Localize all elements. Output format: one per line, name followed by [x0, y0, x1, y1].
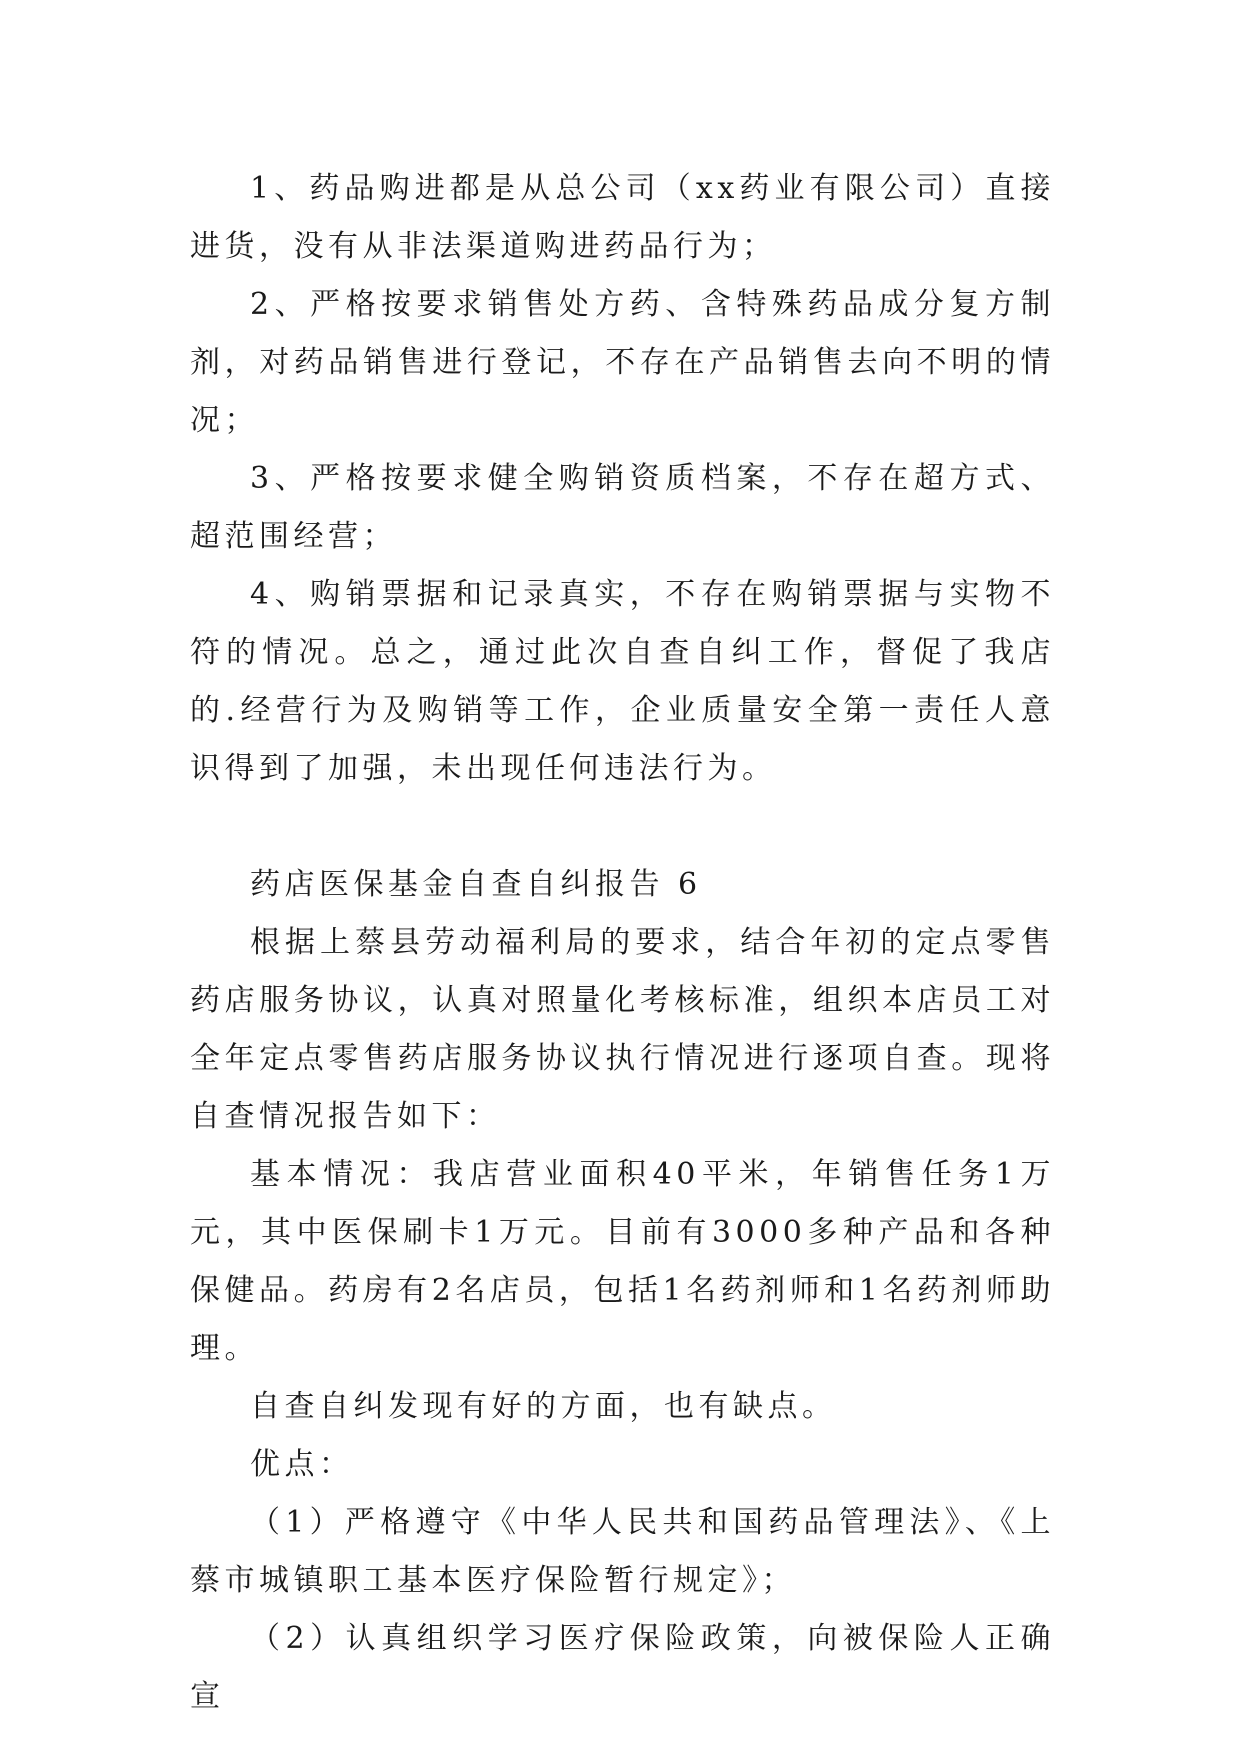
paragraph-prescription-sales: 2、严格按要求销售处方药、含特殊药品成分复方制剂，对药品销售进行登记，不存在产品销售去向不明的情况；	[190, 287, 1055, 438]
paragraph-basic-info: 基本情况：我店营业面积40平米，年销售任务1万元，其中医保刷卡1万元。目前有3000多种产品和各种保健品。药房有2名店员，包括1名药剂师和1名药剂师助理。	[190, 1157, 1055, 1366]
paragraph-intro: 根据上蔡县劳动福利局的要求，结合年初的定点零售药店服务协议，认真对照量化考核标准，组织本店员工对全年定点零售药店服务协议执行情况进行逐项自查。现将自查情况报告如下：	[190, 925, 1055, 1134]
paragraph-strengths-label: 优点：	[250, 1447, 354, 1482]
section-title: 药店医保基金自查自纠报告 6	[250, 867, 702, 902]
paragraph-purchase-source: 1、药品购进都是从总公司（xx药业有限公司）直接进货，没有从非法渠道购进药品行为；	[190, 171, 1055, 264]
paragraph-strength-2: （2）认真组织学习医疗保险政策，向被保险人正确宣	[190, 1621, 1055, 1714]
paragraph-findings: 自查自纠发现有好的方面，也有缺点。	[250, 1389, 837, 1424]
paragraph-invoices-summary: 4、购销票据和记录真实，不存在购销票据与实物不符的情况。总之，通过此次自查自纠工作，督促了我店的.经营行为及购销等工作，企业质量安全第一责任人意识得到了加强，未出现任何违法行为。	[190, 577, 1055, 786]
paragraph-strength-1: （1）严格遵守《中华人民共和国药品管理法》、《上蔡市城镇职工基本医疗保险暂行规定》；	[190, 1505, 1055, 1598]
document-body	[190, 160, 1055, 1726]
paragraph-qualification-files: 3、严格按要求健全购销资质档案，不存在超方式、超范围经营；	[190, 461, 1055, 554]
